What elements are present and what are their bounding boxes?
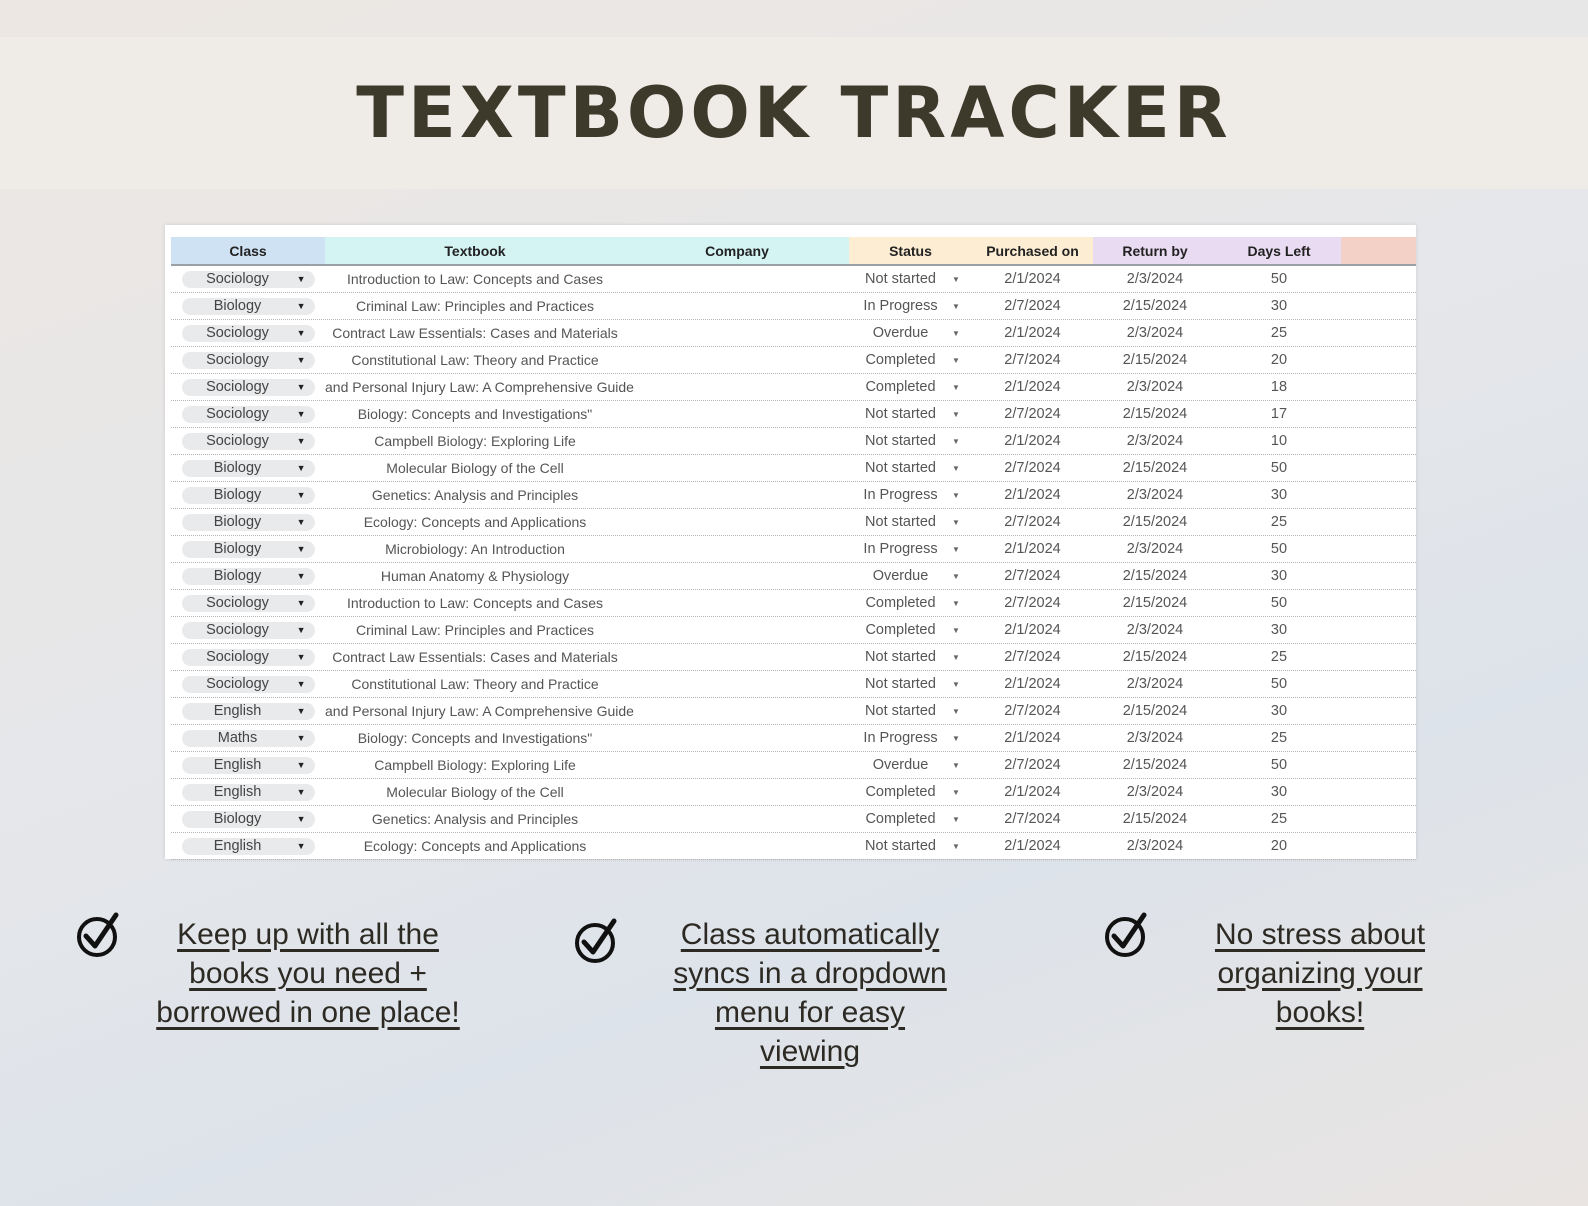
table-row: [171, 671, 1416, 698]
textbook-cell[interactable]: Ecology: Concepts and Applications: [363, 514, 587, 530]
return-cell[interactable]: 2/15/2024: [1122, 298, 1188, 314]
table-row: [171, 293, 1416, 320]
class-value: Sociology: [206, 352, 269, 368]
return-cell[interactable]: 2/3/2024: [1126, 271, 1184, 287]
class-value: Sociology: [206, 595, 269, 611]
status-value: Overdue: [872, 325, 929, 341]
status-dropdown[interactable]: [849, 649, 972, 665]
status-value: Completed: [865, 784, 936, 800]
class-dropdown[interactable]: [182, 784, 315, 801]
class-cell: [171, 514, 325, 531]
table-row: [171, 266, 1416, 293]
status-value: Not started: [865, 703, 936, 719]
class-dropdown[interactable]: [182, 676, 315, 693]
dropdown-arrow-icon: ▼: [296, 517, 306, 527]
return-cell[interactable]: 2/15/2024: [1122, 352, 1188, 368]
textbook-cell[interactable]: Contract Law Essentials: Cases and Materials: [332, 649, 618, 665]
class-dropdown[interactable]: [182, 352, 315, 369]
table-row: [171, 536, 1416, 563]
header-extra[interactable]: [1341, 237, 1416, 264]
status-dropdown[interactable]: [849, 433, 972, 449]
class-dropdown[interactable]: [182, 541, 315, 558]
table-row: [171, 455, 1416, 482]
table-row: [171, 644, 1416, 671]
class-cell: [171, 406, 325, 423]
return-cell[interactable]: 2/15/2024: [1122, 811, 1188, 827]
class-dropdown[interactable]: [182, 838, 315, 855]
class-value: Biology: [213, 487, 262, 503]
dropdown-arrow-icon: ▼: [296, 409, 306, 419]
dropdown-arrow-icon: ▼: [296, 490, 306, 500]
page-title: TEXTBOOK TRACKER: [356, 72, 1232, 154]
return-cell[interactable]: 2/3/2024: [1126, 541, 1184, 557]
status-dropdown[interactable]: [849, 568, 972, 584]
status-dropdown[interactable]: [849, 811, 972, 827]
purchased-cell[interactable]: 2/1/2024: [1004, 379, 1061, 395]
purchased-cell[interactable]: 2/7/2024: [1004, 352, 1061, 368]
class-cell: [171, 298, 325, 315]
dropdown-arrow-icon: ▼: [952, 382, 960, 392]
class-value: Biology: [213, 460, 262, 476]
status-value: Not started: [865, 271, 936, 287]
class-value: English: [213, 757, 262, 773]
class-dropdown[interactable]: [182, 406, 315, 423]
return-cell[interactable]: 2/3/2024: [1126, 676, 1184, 692]
purchased-cell[interactable]: 2/7/2024: [1004, 595, 1061, 611]
days-left-cell[interactable]: 50: [1270, 757, 1288, 773]
status-dropdown[interactable]: [849, 514, 972, 530]
purchased-cell[interactable]: 2/7/2024: [1004, 568, 1061, 584]
class-value: Biology: [213, 811, 262, 827]
header-row: [171, 237, 1416, 266]
feature-2-text: Class automatically syncs in a dropdown menu for easy viewing: [673, 918, 947, 1068]
class-value: Sociology: [206, 271, 269, 287]
feature-3-text: No stress about organizing your books!: [1214, 918, 1426, 1029]
return-cell[interactable]: 2/3/2024: [1126, 325, 1184, 341]
textbook-cell[interactable]: and Personal Injury Law: A Comprehensive Guide: [325, 703, 634, 719]
dropdown-arrow-icon: ▼: [296, 814, 306, 824]
days-left-cell[interactable]: 50: [1270, 676, 1288, 692]
class-cell: [171, 487, 325, 504]
dropdown-arrow-icon: ▼: [952, 544, 960, 554]
class-value: English: [213, 784, 262, 800]
purchased-cell[interactable]: 2/1/2024: [1004, 433, 1061, 449]
status-value: Not started: [865, 838, 936, 854]
purchased-cell[interactable]: 2/1/2024: [1004, 271, 1061, 287]
class-cell: [171, 595, 325, 612]
table-row: [171, 779, 1416, 806]
dropdown-arrow-icon: ▼: [952, 787, 960, 797]
class-value: Sociology: [206, 379, 269, 395]
textbook-cell[interactable]: Introduction to Law: Concepts and Cases: [346, 595, 604, 611]
dropdown-arrow-icon: ▼: [952, 517, 960, 527]
textbook-cell[interactable]: Microbiology: An Introduction: [385, 541, 565, 557]
textbook-cell[interactable]: Criminal Law: Principles and Practices: [355, 622, 595, 638]
class-dropdown[interactable]: [182, 595, 315, 612]
status-dropdown[interactable]: [849, 325, 972, 341]
return-cell[interactable]: 2/3/2024: [1126, 838, 1184, 854]
title-band: [0, 37, 1588, 189]
status-dropdown[interactable]: [849, 379, 972, 395]
days-left-cell[interactable]: 25: [1270, 514, 1288, 530]
class-dropdown[interactable]: [182, 325, 315, 342]
class-cell: [171, 703, 325, 720]
class-dropdown[interactable]: [182, 622, 315, 639]
dropdown-arrow-icon: ▼: [952, 814, 960, 824]
dropdown-arrow-icon: ▼: [296, 328, 306, 338]
status-value: Completed: [865, 811, 936, 827]
dropdown-arrow-icon: ▼: [296, 355, 306, 365]
feature-1-text: Keep up with all the books you need + borrowed in one place!: [156, 918, 460, 1029]
class-value: English: [213, 703, 262, 719]
dropdown-arrow-icon: ▼: [296, 382, 306, 392]
textbook-cell[interactable]: Genetics: Analysis and Principles: [371, 811, 579, 827]
class-value: Biology: [213, 298, 262, 314]
dropdown-arrow-icon: ▼: [952, 598, 960, 608]
class-dropdown[interactable]: [182, 271, 315, 288]
dropdown-arrow-icon: ▼: [296, 301, 306, 311]
dropdown-arrow-icon: ▼: [296, 625, 306, 635]
textbook-cell[interactable]: Contract Law Essentials: Cases and Materials: [332, 325, 618, 341]
table-row: [171, 617, 1416, 644]
purchased-cell[interactable]: 2/7/2024: [1004, 757, 1061, 773]
class-dropdown[interactable]: [182, 811, 315, 828]
days-left-cell[interactable]: 25: [1270, 730, 1288, 746]
header-days-left[interactable]: Days Left: [1217, 237, 1341, 264]
status-dropdown[interactable]: [849, 730, 972, 746]
days-left-cell[interactable]: 30: [1270, 298, 1288, 314]
dropdown-arrow-icon: ▼: [952, 463, 960, 473]
textbook-cell[interactable]: Introduction to Law: Concepts and Cases: [346, 271, 604, 287]
status-dropdown[interactable]: [849, 352, 972, 368]
status-value: Not started: [865, 649, 936, 665]
tracker-sheet: [165, 225, 1416, 859]
table-row: [171, 320, 1416, 347]
purchased-cell[interactable]: 2/1/2024: [1004, 838, 1061, 854]
dropdown-arrow-icon: ▼: [296, 571, 306, 581]
dropdown-arrow-icon: ▼: [952, 652, 960, 662]
table-row: [171, 374, 1416, 401]
textbook-cell[interactable]: Campbell Biology: Exploring Life: [374, 433, 576, 449]
status-value: In Progress: [863, 487, 938, 503]
table-row: [171, 347, 1416, 374]
class-dropdown[interactable]: [182, 757, 315, 774]
purchased-cell[interactable]: 2/7/2024: [1004, 460, 1061, 476]
days-left-cell[interactable]: 50: [1270, 271, 1288, 287]
status-value: Not started: [865, 406, 936, 422]
class-cell: [171, 622, 325, 639]
checkmark-icon: [574, 918, 620, 964]
dropdown-arrow-icon: ▼: [296, 841, 306, 851]
table-row: [171, 482, 1416, 509]
return-cell[interactable]: 2/15/2024: [1122, 460, 1188, 476]
status-value: Completed: [865, 595, 936, 611]
header-company[interactable]: Company: [705, 242, 769, 259]
status-value: Overdue: [872, 568, 929, 584]
textbook-cell[interactable]: Biology: Concepts and Investigations": [357, 730, 593, 746]
header-textbook[interactable]: Textbook: [444, 242, 506, 259]
class-dropdown[interactable]: [182, 298, 315, 315]
days-left-cell[interactable]: 50: [1270, 595, 1288, 611]
return-cell[interactable]: 2/15/2024: [1122, 406, 1188, 422]
table-row: [171, 806, 1416, 833]
dropdown-arrow-icon: ▼: [296, 706, 306, 716]
return-cell[interactable]: 2/15/2024: [1122, 703, 1188, 719]
class-cell: [171, 433, 325, 450]
return-cell[interactable]: 2/3/2024: [1126, 784, 1184, 800]
class-dropdown[interactable]: [182, 703, 315, 720]
class-cell: [171, 271, 325, 288]
class-cell: [171, 325, 325, 342]
dropdown-arrow-icon: ▼: [952, 355, 960, 365]
return-cell[interactable]: 2/3/2024: [1126, 379, 1184, 395]
dropdown-arrow-icon: ▼: [952, 490, 960, 500]
purchased-cell[interactable]: 2/1/2024: [1004, 541, 1061, 557]
class-value: Sociology: [206, 406, 269, 422]
textbook-cell[interactable]: and Personal Injury Law: A Comprehensive Guide: [325, 379, 634, 395]
purchased-cell[interactable]: 2/1/2024: [1004, 487, 1061, 503]
status-dropdown[interactable]: [849, 595, 972, 611]
header-status[interactable]: Status: [849, 237, 972, 264]
header-class[interactable]: Class: [171, 237, 325, 264]
textbook-cell[interactable]: Criminal Law: Principles and Practices: [355, 298, 595, 314]
dropdown-arrow-icon: ▼: [296, 760, 306, 770]
table-row: [171, 428, 1416, 455]
dropdown-arrow-icon: ▼: [296, 598, 306, 608]
return-cell[interactable]: 2/3/2024: [1126, 433, 1184, 449]
status-value: Overdue: [872, 757, 929, 773]
dropdown-arrow-icon: ▼: [296, 787, 306, 797]
return-cell[interactable]: 2/15/2024: [1122, 649, 1188, 665]
header-purchased-on[interactable]: Purchased on: [972, 237, 1093, 264]
checkmark-icon: [1104, 912, 1150, 958]
class-value: Sociology: [206, 325, 269, 341]
days-left-cell[interactable]: 20: [1270, 838, 1288, 854]
class-value: Sociology: [206, 433, 269, 449]
days-left-cell[interactable]: 25: [1270, 649, 1288, 665]
dropdown-arrow-icon: ▼: [952, 625, 960, 635]
purchased-cell[interactable]: 2/1/2024: [1004, 622, 1061, 638]
purchased-cell[interactable]: 2/1/2024: [1004, 730, 1061, 746]
dropdown-arrow-icon: ▼: [952, 571, 960, 581]
status-dropdown[interactable]: [849, 676, 972, 692]
purchased-cell[interactable]: 2/7/2024: [1004, 514, 1061, 530]
purchased-cell[interactable]: 2/1/2024: [1004, 676, 1061, 692]
table-row: [171, 752, 1416, 779]
class-dropdown[interactable]: [182, 487, 315, 504]
dropdown-arrow-icon: ▼: [952, 733, 960, 743]
dropdown-arrow-icon: ▼: [952, 409, 960, 419]
status-value: Not started: [865, 460, 936, 476]
dropdown-arrow-icon: ▼: [296, 436, 306, 446]
class-cell: [171, 568, 325, 585]
textbook-cell[interactable]: Genetics: Analysis and Principles: [371, 487, 579, 503]
textbook-cell[interactable]: Biology: Concepts and Investigations": [357, 406, 593, 422]
table-row: [171, 563, 1416, 590]
class-dropdown[interactable]: [182, 460, 315, 477]
status-value: Completed: [865, 622, 936, 638]
dropdown-arrow-icon: ▼: [952, 436, 960, 446]
dropdown-arrow-icon: ▼: [952, 679, 960, 689]
days-left-cell[interactable]: 30: [1270, 784, 1288, 800]
days-left-cell[interactable]: 50: [1270, 460, 1288, 476]
class-cell: [171, 811, 325, 828]
status-dropdown[interactable]: [849, 838, 972, 854]
status-value: Not started: [865, 676, 936, 692]
status-dropdown[interactable]: [849, 541, 972, 557]
status-dropdown[interactable]: [849, 271, 972, 287]
dropdown-arrow-icon: ▼: [296, 544, 306, 554]
status-value: In Progress: [863, 298, 938, 314]
status-dropdown[interactable]: [849, 487, 972, 503]
status-dropdown[interactable]: [849, 757, 972, 773]
purchased-cell[interactable]: 2/7/2024: [1004, 703, 1061, 719]
class-value: English: [213, 838, 262, 854]
status-dropdown[interactable]: [849, 703, 972, 719]
days-left-cell[interactable]: 25: [1270, 325, 1288, 341]
class-dropdown[interactable]: [182, 433, 315, 450]
table-row: [171, 698, 1416, 725]
class-cell: [171, 784, 325, 801]
days-left-cell[interactable]: 18: [1270, 379, 1288, 395]
class-cell: [171, 757, 325, 774]
table-row: [171, 509, 1416, 536]
class-value: Sociology: [206, 649, 269, 665]
class-value: Biology: [213, 514, 262, 530]
class-dropdown[interactable]: [182, 730, 315, 747]
days-left-cell[interactable]: 20: [1270, 352, 1288, 368]
class-cell: [171, 649, 325, 666]
dropdown-arrow-icon: ▼: [296, 679, 306, 689]
class-cell: [171, 676, 325, 693]
days-left-cell[interactable]: 50: [1270, 541, 1288, 557]
status-dropdown[interactable]: [849, 622, 972, 638]
status-dropdown[interactable]: [849, 784, 972, 800]
status-value: Not started: [865, 514, 936, 530]
class-dropdown[interactable]: [182, 568, 315, 585]
status-value: Not started: [865, 433, 936, 449]
class-cell: [171, 730, 325, 747]
dropdown-arrow-icon: ▼: [952, 301, 960, 311]
status-dropdown[interactable]: [849, 406, 972, 422]
textbook-cell[interactable]: Human Anatomy & Physiology: [380, 568, 570, 584]
dropdown-arrow-icon: ▼: [952, 274, 960, 284]
purchased-cell[interactable]: 2/1/2024: [1004, 325, 1061, 341]
class-dropdown[interactable]: [182, 379, 315, 396]
textbook-cell[interactable]: Campbell Biology: Exploring Life: [374, 757, 576, 773]
return-cell[interactable]: 2/3/2024: [1126, 730, 1184, 746]
class-dropdown[interactable]: [182, 514, 315, 531]
dropdown-arrow-icon: ▼: [296, 733, 306, 743]
table-row: [171, 590, 1416, 617]
checkmark-icon: [76, 912, 122, 958]
class-cell: [171, 541, 325, 558]
dropdown-arrow-icon: ▼: [952, 706, 960, 716]
dropdown-arrow-icon: ▼: [952, 841, 960, 851]
days-left-cell[interactable]: 30: [1270, 487, 1288, 503]
status-value: In Progress: [863, 541, 938, 557]
table-row: [171, 725, 1416, 752]
return-cell[interactable]: 2/3/2024: [1126, 487, 1184, 503]
table-row: [171, 833, 1416, 860]
purchased-cell[interactable]: 2/1/2024: [1004, 784, 1061, 800]
textbook-cell[interactable]: Molecular Biology of the Cell: [386, 784, 564, 800]
table-row: [171, 401, 1416, 428]
class-value: Sociology: [206, 676, 269, 692]
purchased-cell[interactable]: 2/7/2024: [1004, 811, 1061, 827]
days-left-cell[interactable]: 30: [1270, 622, 1288, 638]
return-cell[interactable]: 2/15/2024: [1122, 595, 1188, 611]
textbook-cell[interactable]: Molecular Biology of the Cell: [386, 460, 564, 476]
class-value: Biology: [213, 541, 262, 557]
textbook-cell[interactable]: Constitutional Law: Theory and Practice: [351, 352, 599, 368]
days-left-cell[interactable]: 30: [1270, 703, 1288, 719]
table-body: [171, 266, 1416, 860]
header-return-by[interactable]: Return by: [1093, 237, 1217, 264]
status-value: In Progress: [863, 730, 938, 746]
dropdown-arrow-icon: ▼: [952, 760, 960, 770]
days-left-cell[interactable]: 25: [1270, 811, 1288, 827]
class-value: Sociology: [206, 622, 269, 638]
return-cell[interactable]: 2/15/2024: [1122, 568, 1188, 584]
header-textbook-company: [325, 237, 849, 264]
purchased-cell[interactable]: 2/7/2024: [1004, 649, 1061, 665]
dropdown-arrow-icon: ▼: [296, 652, 306, 662]
status-value: Completed: [865, 352, 936, 368]
class-value: Maths: [217, 730, 258, 746]
status-dropdown[interactable]: [849, 298, 972, 314]
return-cell[interactable]: 2/3/2024: [1126, 622, 1184, 638]
dropdown-arrow-icon: ▼: [952, 328, 960, 338]
dropdown-arrow-icon: ▼: [296, 274, 306, 284]
class-cell: [171, 352, 325, 369]
class-cell: [171, 379, 325, 396]
purchased-cell[interactable]: 2/7/2024: [1004, 298, 1061, 314]
class-value: Biology: [213, 568, 262, 584]
textbook-cell[interactable]: Ecology: Concepts and Applications: [363, 838, 587, 854]
class-cell: [171, 460, 325, 477]
days-left-cell[interactable]: 10: [1270, 433, 1288, 449]
return-cell[interactable]: 2/15/2024: [1122, 514, 1188, 530]
class-dropdown[interactable]: [182, 649, 315, 666]
textbook-cell[interactable]: Constitutional Law: Theory and Practice: [351, 676, 599, 692]
status-value: Completed: [865, 379, 936, 395]
purchased-cell[interactable]: 2/7/2024: [1004, 406, 1061, 422]
days-left-cell[interactable]: 30: [1270, 568, 1288, 584]
return-cell[interactable]: 2/15/2024: [1122, 757, 1188, 773]
days-left-cell[interactable]: 17: [1270, 406, 1288, 422]
status-dropdown[interactable]: [849, 460, 972, 476]
dropdown-arrow-icon: ▼: [296, 463, 306, 473]
class-cell: [171, 838, 325, 855]
